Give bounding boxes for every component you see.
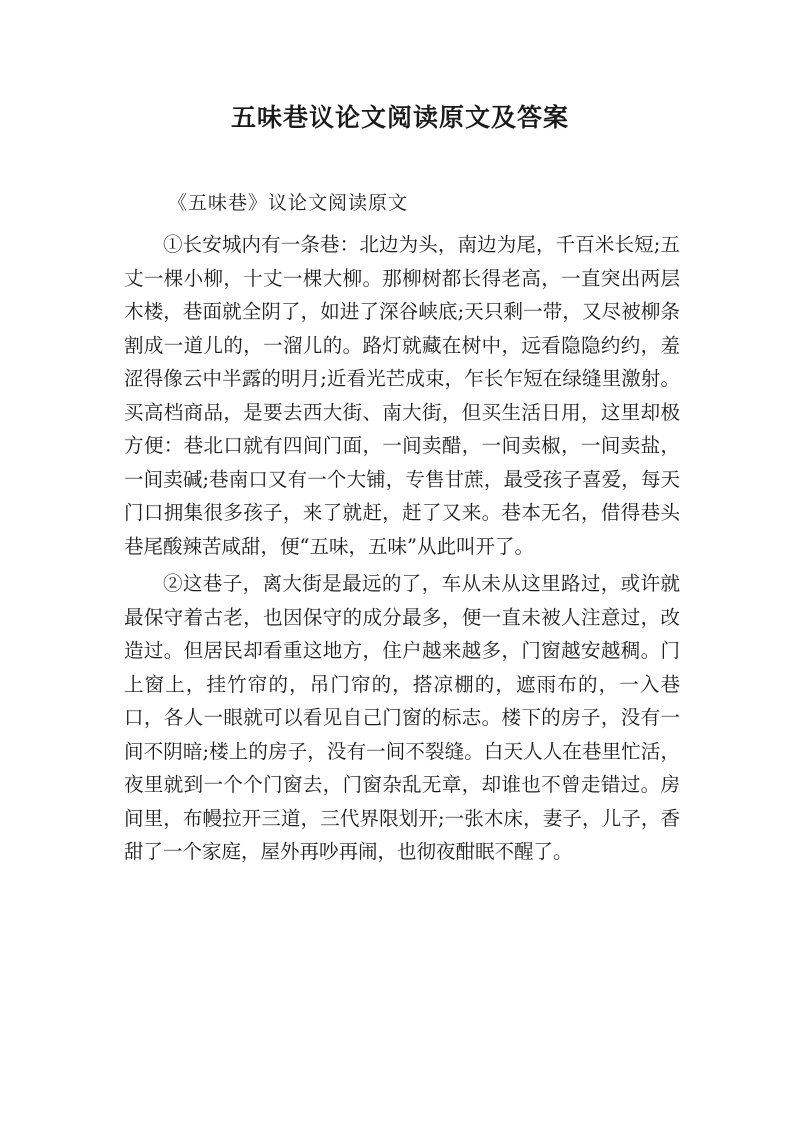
document-title: 五味巷议论文阅读原文及答案 — [230, 103, 569, 132]
paragraph-2: ②这巷子，离大街是最远的了，车从未从这里路过，或许就最保守着古老，也因保守的成分最多，便一直未被人注意过，改造过。但居民却看重这地方，住户越来越多，门窗越安越稠。门上窗上，挂竹帘的，吊门帘的，搭凉棚的，遮雨布的，一入巷口，各人一眼就可以看见自己门窗的标志。楼下的房子，没有一间不阴暗;楼上的房子，没有一间不裂缝。白天人人在巷里忙活，夜里就到一个个门窗去，门窗杂乱无章，却谁也不曾走错过。房间里，布幔拉开三道，三代界限划开;一张木床，妻子，儿子，香甜了一个家庭，屋外再吵再闹，也彻夜酣眠不醒了。 — [124, 572, 680, 863]
document-body — [124, 228, 680, 869]
document-subheading: 《五味巷》议论文阅读原文 — [168, 192, 409, 214]
paragraph-1: ①长安城内有一条巷：北边为头，南边为尾，千百米长短;五丈一棵小柳，十丈一棵大柳。那柳树都长得老高，一直突出两层木楼，巷面就全阴了，如进了深谷峡底;天只剩一带，又尽被柳条割成一道儿的，一溜儿的。路灯就藏在树中，远看隐隐约约，羞涩得像云中半露的明月;近看光芒成束，乍长乍短在绿缝里激射。买高档商品，是要去西大街、南大街，但买生活日用，这里却极方便：巷北口就有四间门面，一间卖醋，一间卖椒，一间卖盐，一间卖碱;巷南口又有一个大铺，专售甘蔗，最受孩子喜爱，每天门口拥集很多孩子，来了就赶，赶了又来。巷本无名，借得巷头巷尾酸辣苦咸甜，便“五味，五味”从此叫开了。 — [124, 233, 680, 558]
